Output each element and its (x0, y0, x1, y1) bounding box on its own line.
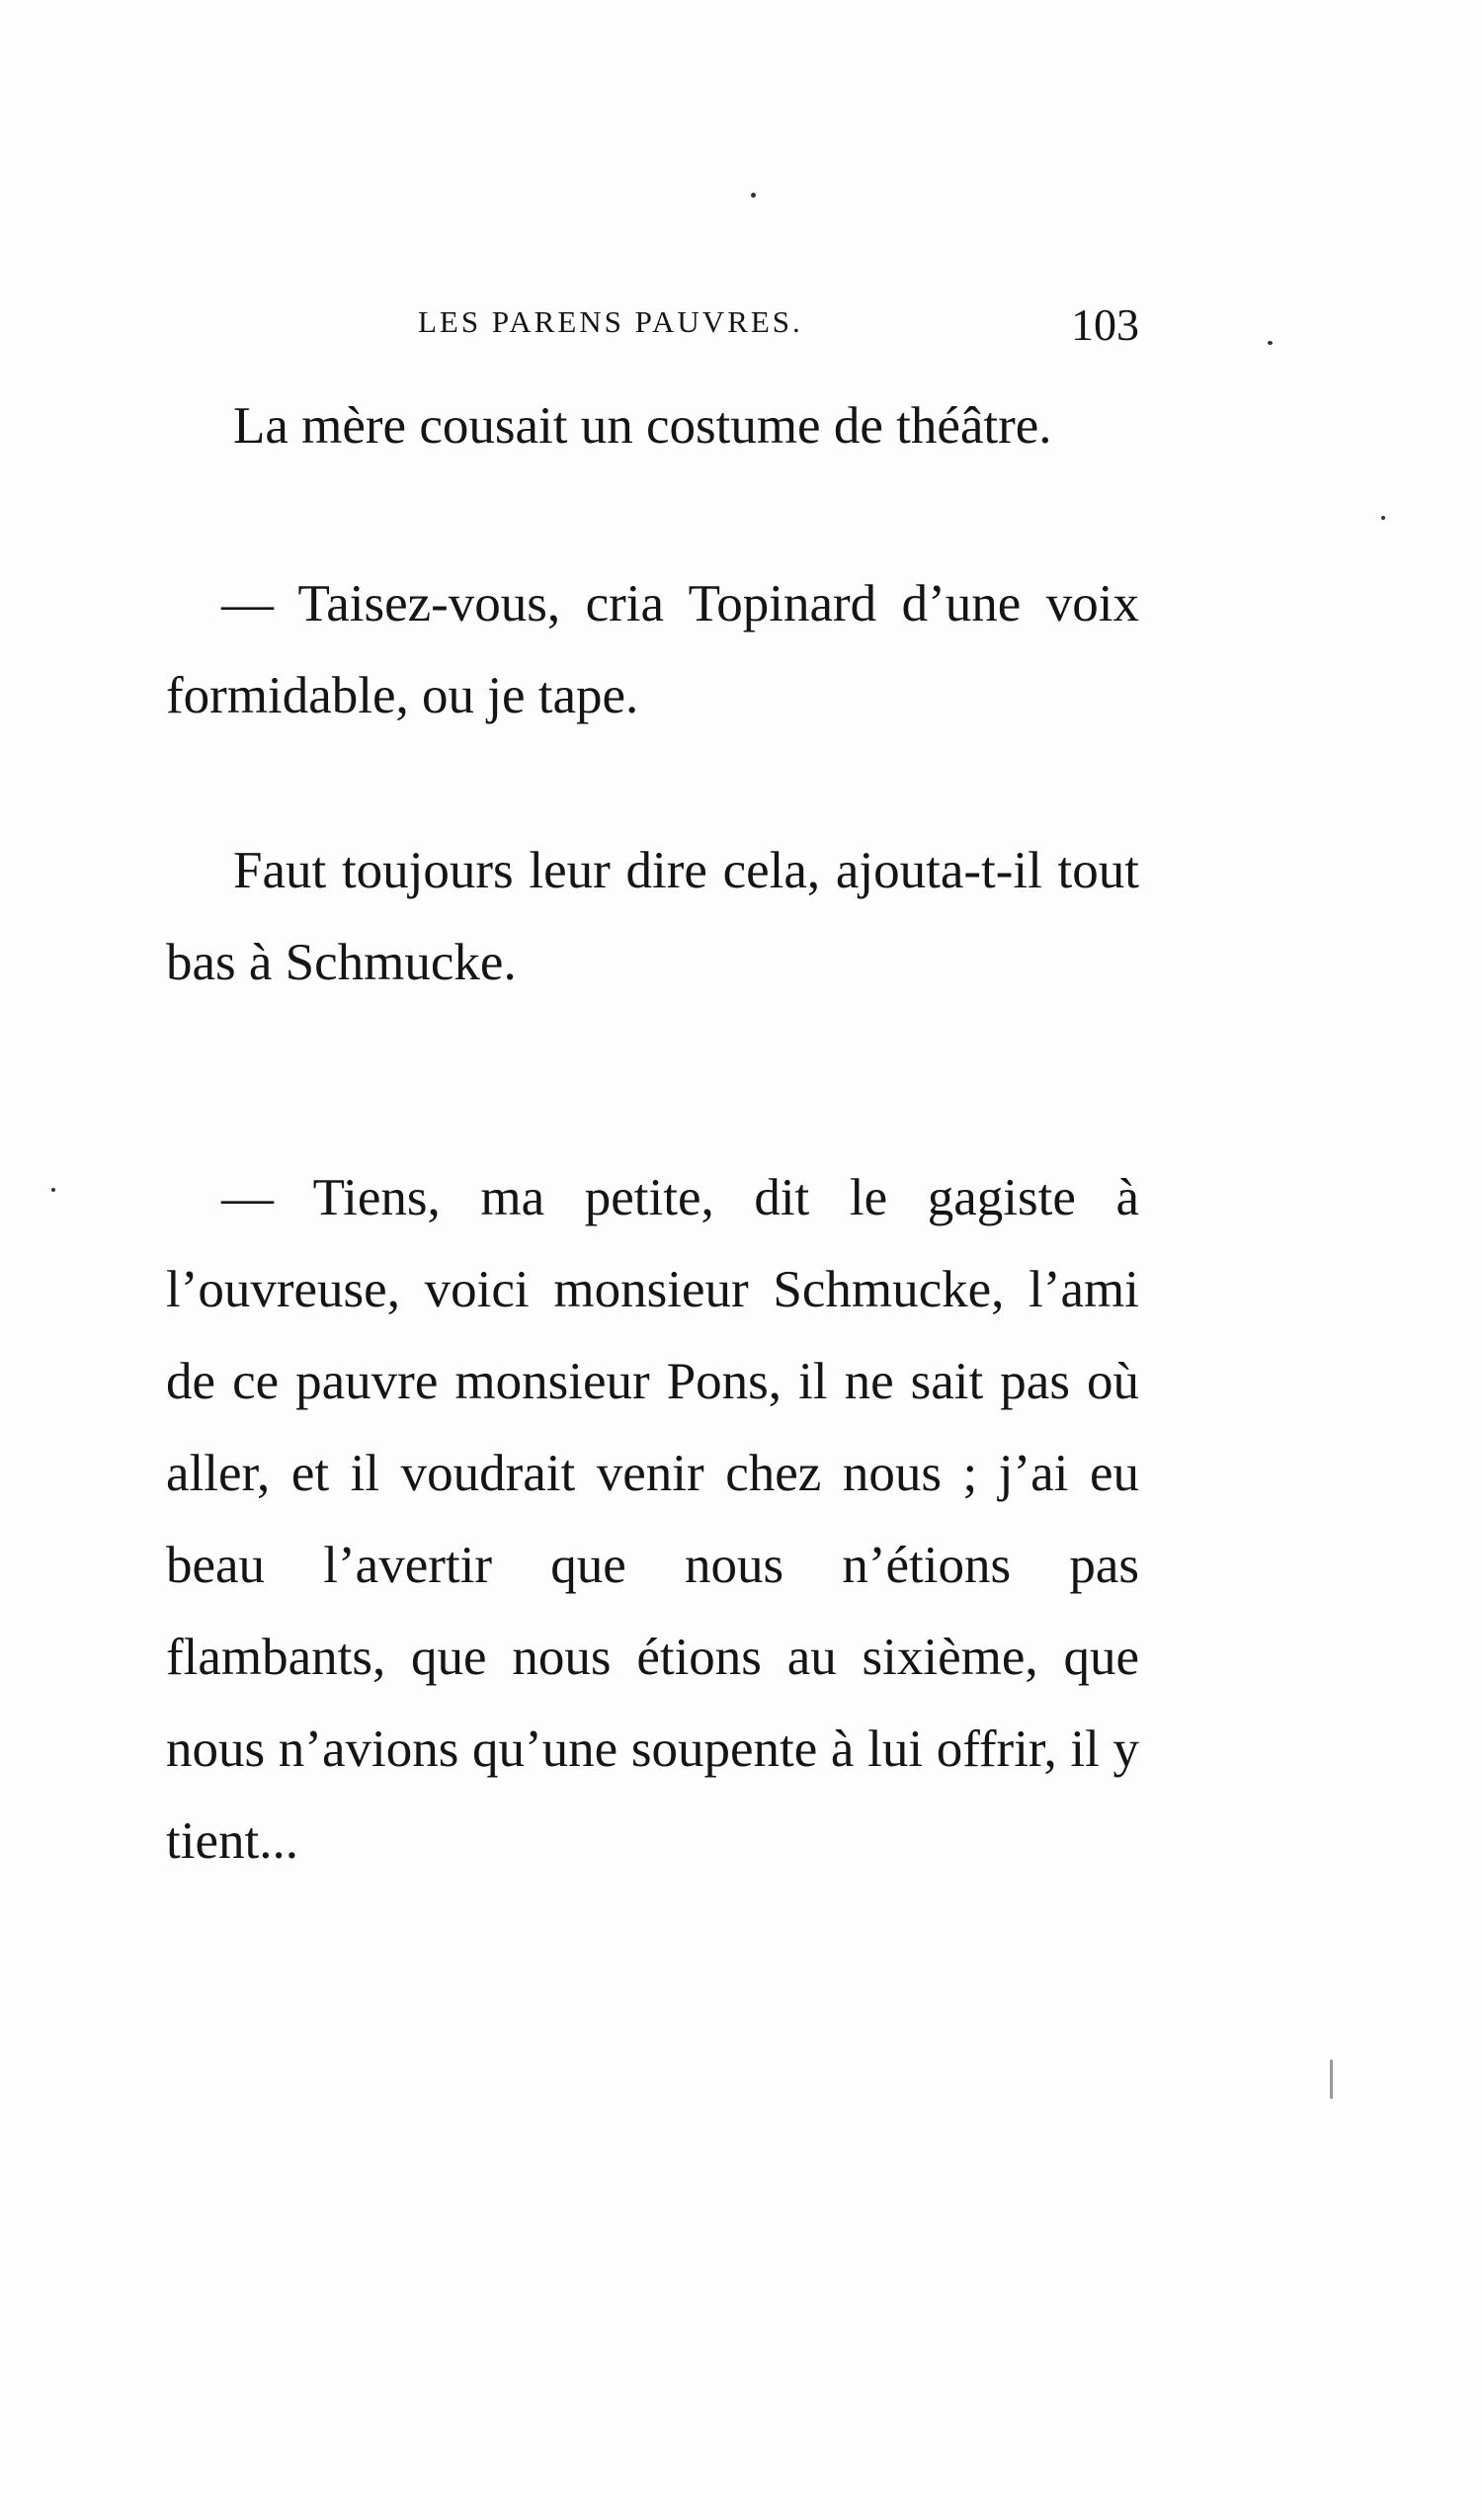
page-number: 103 (1071, 299, 1139, 350)
running-title: LES PARENS PAUVRES. (418, 304, 803, 339)
print-speck (51, 1188, 55, 1192)
body-text (166, 380, 1139, 1888)
paragraph-4: — Tiens, ma petite, dit le gagiste à l’ouvreuse, voici monsieur Schmucke, l’ami de ce pauvre monsieur Pons, il ne sait pas où aller, et il voudrait venir chez nous ; j’ai eu beau l’avertir que nous n’étions pas flambants, que nous étions au sixième, que nous n’avions qu’une soupente à lui offrir, il y tient... (166, 1169, 1139, 1870)
print-speck (1330, 2059, 1333, 2099)
paragraph-3: Faut toujours leur dire cela, ajouta-t-il tout bas à Schmucke. (166, 842, 1139, 991)
print-speck (1381, 516, 1385, 520)
print-speck (1268, 341, 1273, 345)
paragraph-1: La mère cousait un costume de théâtre. (233, 397, 1052, 455)
paragraph-2: — Taisez-vous, cria Topinard d’une voix formidable, ou je tape. (166, 575, 1139, 724)
print-speck (751, 193, 756, 198)
page-header (166, 299, 1149, 364)
